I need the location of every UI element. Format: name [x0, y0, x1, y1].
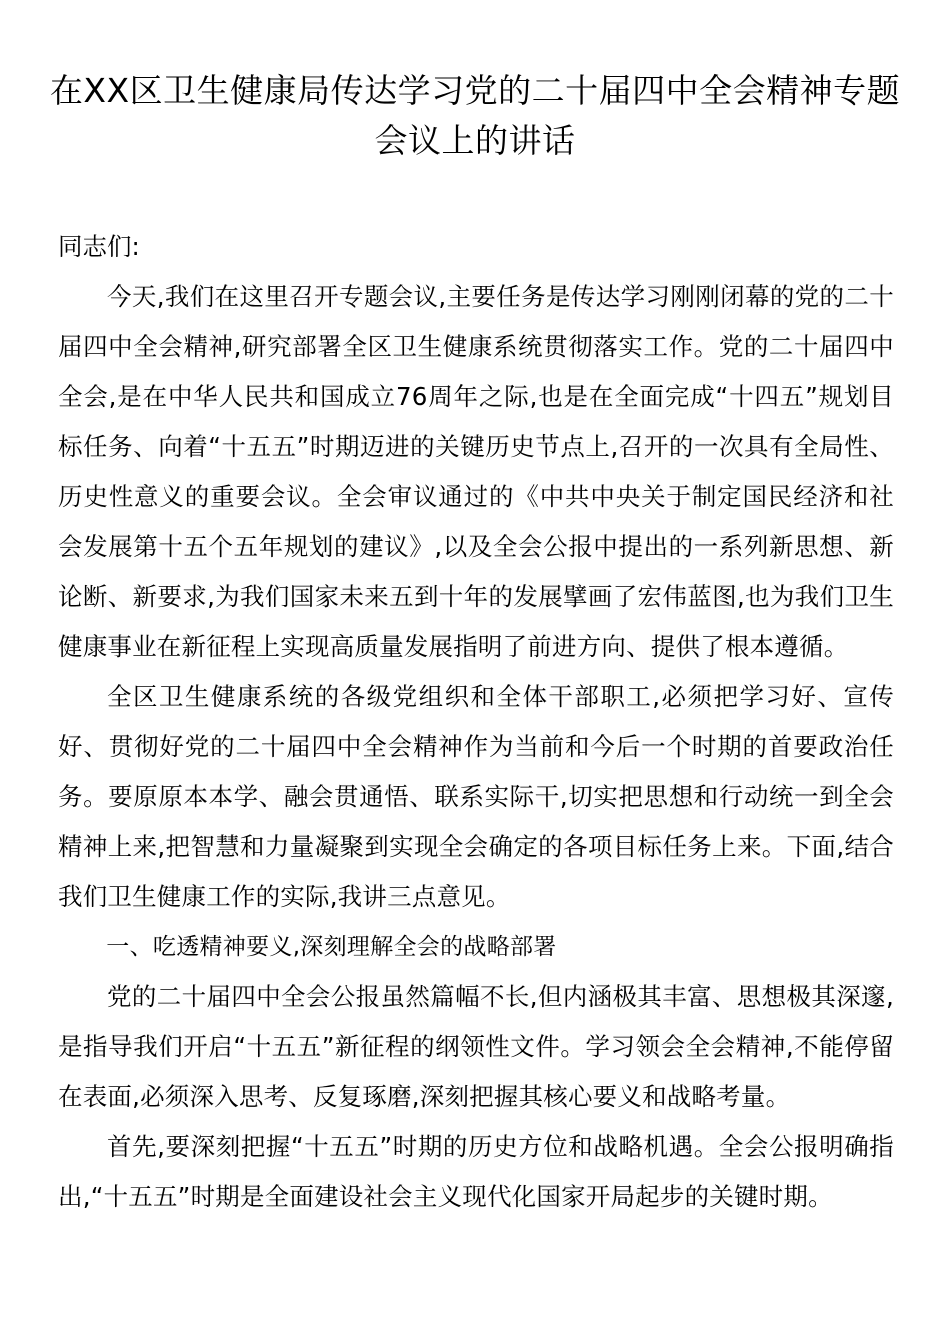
section-1-paragraph-first: 首先,要深刻把握“十五五”时期的历史方位和战略机遇。全会公报明确指出,“十五五”时期是全面建设社会主义现代化国家开局起步的关键时期。 — [58, 1132, 894, 1211]
section-heading-1: 一、吃透精神要义,深刻理解全会的战略部署 — [106, 934, 557, 960]
paragraph-requirements: 全区卫生健康系统的各级党组织和全体干部职工,必须把学习好、宣传好、贯彻好党的二十届四中全会精神作为当前和今后一个时期的首要政治任务。要原原本本学、融会贯通悟、联系实际干,切实把思想和行动统一到全会精神上来,把智慧和力量凝聚到实现全会确定的各项目标任务上来。下面,结合我们卫生健康工作的实际,我讲三点意见。 — [58, 682, 894, 911]
document-body — [58, 222, 894, 1222]
section-1-paragraph-intro: 党的二十届四中全会公报虽然篇幅不长,但内涵极其丰富、思想极其深邃,是指导我们开启“十五五”新征程的纲领性文件。学习领会全会精神,不能停留在表面,必须深入思考、反复琢磨,深刻把握其核心要义和战略考量。 — [58, 982, 894, 1111]
document-title: 在XX区卫生健康局传达学习党的二十届四中全会精神专题会议上的讲话 — [49, 71, 901, 160]
paragraph-opening: 今天,我们在这里召开专题会议,主要任务是传达学习刚刚闭幕的党的二十届四中全会精神,研究部署全区卫生健康系统贯彻落实工作。党的二十届四中全会,是在中华人民共和国成立76周年之际,也是在全面完成“十四五”规划目标任务、向着“十五五”时期迈进的关键历史节点上,召开的一次具有全局性、历史性意义的重要会议。全会审议通过的《中共中央关于制定国民经济和社会发展第十五个五年规划的建议》,以及全会公报中提出的一系列新思想、新论断、新要求,为我们国家未来五到十年的发展擘画了宏伟蓝图,也为我们卫生健康事业在新征程上实现高质量发展指明了前进方向、提供了根本遵循。 — [58, 282, 894, 661]
salutation: 同志们: — [58, 232, 140, 261]
